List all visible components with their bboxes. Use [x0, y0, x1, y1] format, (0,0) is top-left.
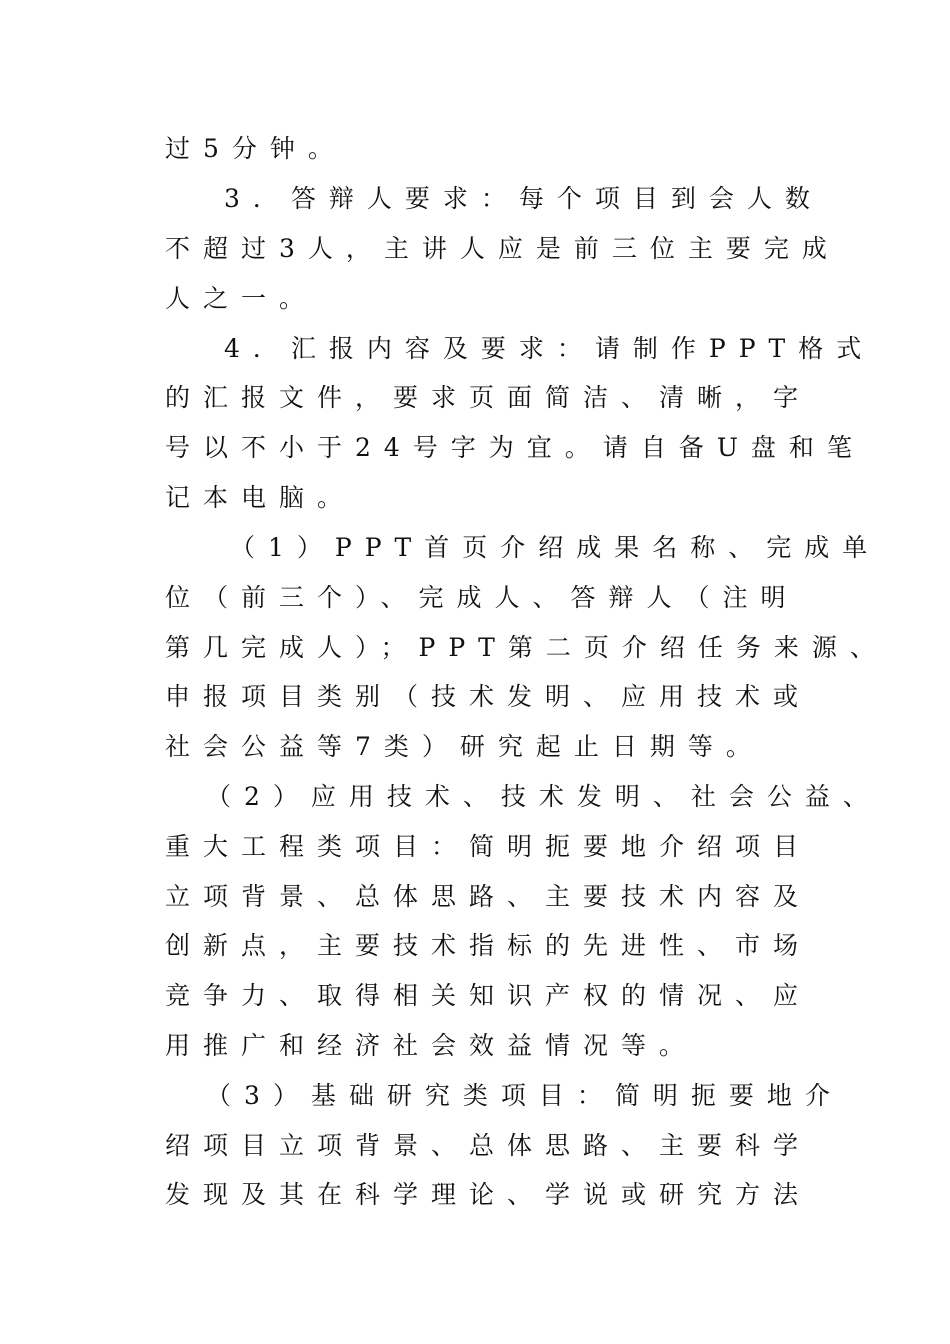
text-line: 用推广和经济社会效益情况等。: [165, 1031, 698, 1060]
text-line: 立项背景、总体思路、主要技术内容及: [165, 882, 812, 911]
text-line: 的汇报文件，要求页面简洁、清晰，字: [165, 383, 812, 412]
text-line: 不超过3人，主讲人应是前三位主要完成: [165, 234, 840, 263]
text-line: 重大工程类项目：简明扼要地介绍项目: [165, 832, 812, 861]
text-line: 号以不小于24号字为宜。请自备U盘和笔: [165, 433, 865, 462]
text-line: 位（前三个）、完成人、答辩人（注明: [165, 583, 799, 612]
text-line: （3）基础研究类项目：简明扼要地介: [206, 1081, 843, 1110]
text-line: 4．汇报内容及要求：请制作PPT格式: [224, 334, 875, 363]
text-line: 申报项目类别（技术发明、应用技术或: [165, 682, 812, 711]
text-line: 过5分钟。: [165, 134, 346, 163]
text-line: 发现及其在科学理论、学说或研究方法: [165, 1180, 812, 1209]
text-line: 人之一。: [165, 284, 318, 313]
text-line: 记本电脑。: [165, 483, 356, 512]
text-line: 第几完成人）；PPT第二页介绍任务来源、: [165, 633, 888, 662]
text-line: 绍项目立项背景、总体思路、主要科学: [165, 1131, 812, 1160]
text-line: 3．答辩人要求：每个项目到会人数: [224, 184, 823, 213]
text-line: （2）应用技术、技术发明、社会公益、: [206, 782, 881, 811]
text-line: 创新点，主要技术指标的先进性、市场: [165, 931, 812, 960]
text-line: 社会公益等7类）研究起止日期等。: [165, 732, 764, 761]
text-line: （1）PPT首页介绍成果名称、完成单: [230, 533, 881, 562]
text-line: 竞争力、取得相关知识产权的情况、应: [165, 981, 812, 1010]
